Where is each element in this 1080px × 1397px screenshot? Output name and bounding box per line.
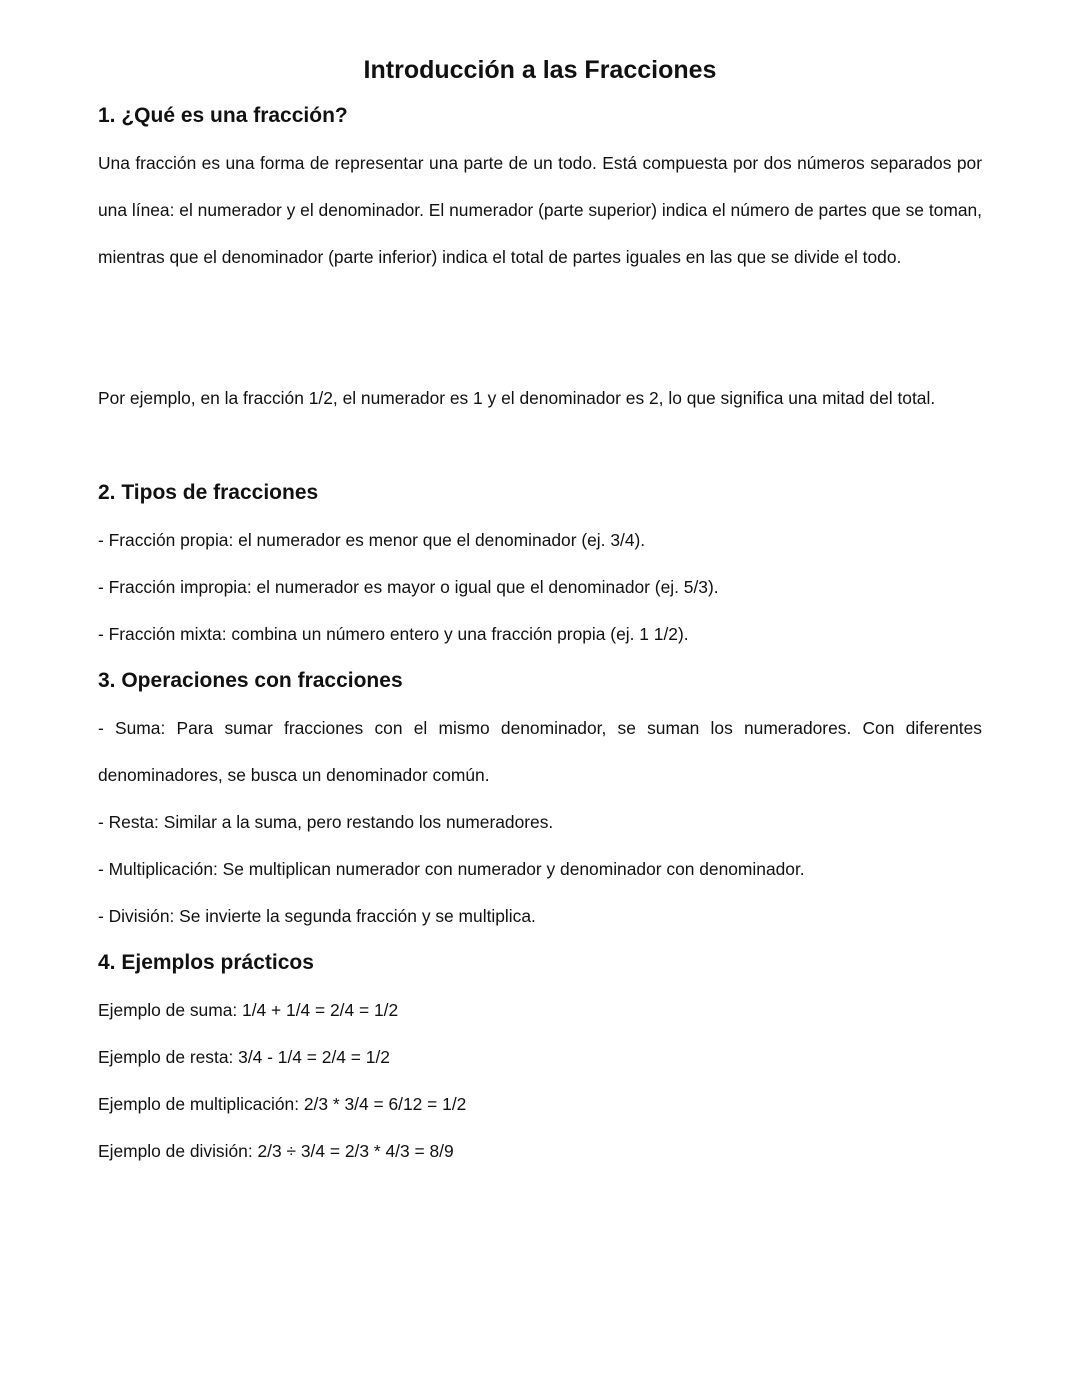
operation-sum: - Suma: Para sumar fracciones con el mismo denominador, se suman los numeradores. Con diferentes denominadores, se busca un denominador común.: [98, 718, 982, 785]
section-3-heading: 3. Operaciones con fracciones: [98, 669, 403, 692]
example-sum: Ejemplo de suma: 1/4 + 1/4 = 2/4 = 1/2: [98, 1000, 399, 1020]
section-4-heading: 4. Ejemplos prácticos: [98, 951, 314, 974]
operation-division: - División: Se invierte la segunda fracción y se multiplica.: [98, 906, 536, 926]
example-division: Ejemplo de división: 2/3 ÷ 3/4 = 2/3 * 4/3 = 8/9: [98, 1141, 454, 1161]
fraction-type-mixed: - Fracción mixta: combina un número entero y una fracción propia (ej. 1 1/2).: [98, 624, 689, 644]
fraction-type-proper: - Fracción propia: el numerador es menor que el denominador (ej. 3/4).: [98, 530, 646, 550]
section-1-heading: 1. ¿Qué es una fracción?: [98, 104, 348, 127]
example-subtraction: Ejemplo de resta: 3/4 - 1/4 = 2/4 = 1/2: [98, 1047, 390, 1067]
operation-multiplication: - Multiplicación: Se multiplican numerador con numerador y denominador con denominador.: [98, 859, 805, 879]
section-1-paragraph-2: Por ejemplo, en la fracción 1/2, el numerador es 1 y el denominador es 2, lo que significa una mitad del total.: [98, 388, 936, 408]
fraction-type-improper: - Fracción impropia: el numerador es mayor o igual que el denominador (ej. 5/3).: [98, 577, 719, 597]
example-multiplication: Ejemplo de multiplicación: 2/3 * 3/4 = 6/12 = 1/2: [98, 1094, 467, 1114]
section-1-paragraph-1: Una fracción es una forma de representar una parte de un todo. Está compuesta por dos números separados por una línea: el numerador y el denominador. El numerador (parte superior) indica el número de partes que se toman, mientras que el denominador (parte inferior) indica el total de partes iguales en las que se divide el todo.: [98, 153, 982, 267]
operation-subtraction: - Resta: Similar a la suma, pero restando los numeradores.: [98, 812, 554, 832]
section-2-heading: 2. Tipos de fracciones: [98, 481, 319, 504]
document-title: Introducción a las Fracciones: [363, 56, 717, 84]
